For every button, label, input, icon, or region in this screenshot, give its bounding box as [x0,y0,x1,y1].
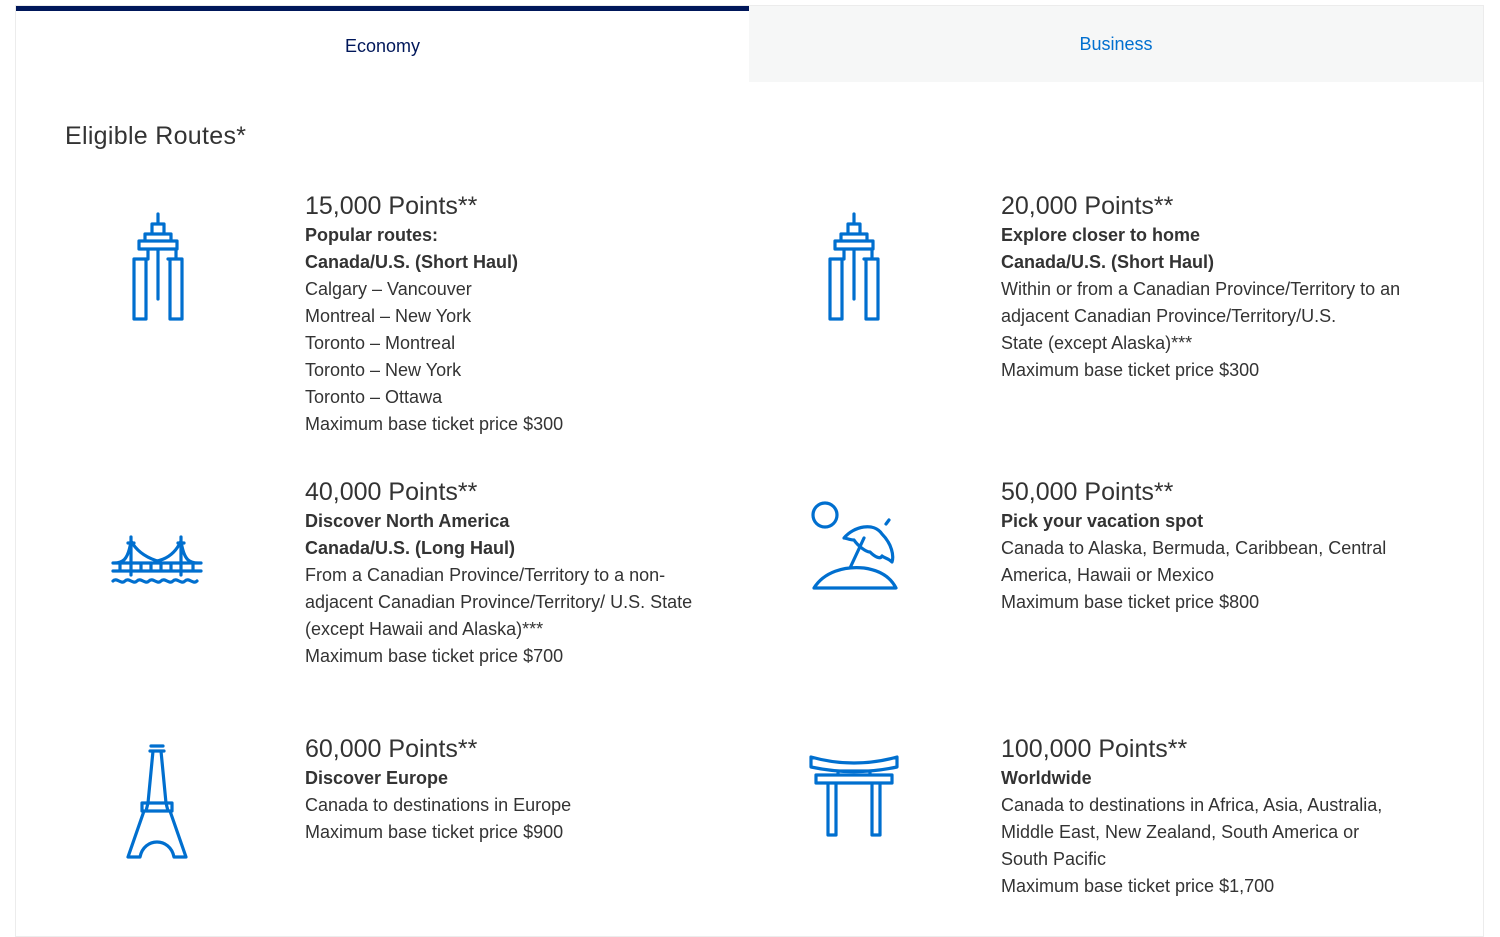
route-subtitle: Discover Europe [305,768,449,788]
route-line: Calgary – Vancouver [305,279,472,299]
route-line: adjacent Canadian Province/Territory/ U.S. State [305,592,693,612]
route-line: Middle East, New Zealand, South America or [1001,822,1360,842]
route-line: South Pacific [1001,849,1107,869]
route-20000 [1001,191,1400,384]
points-heading: 20,000 Points** [1001,192,1174,220]
max-price: Maximum base ticket price $900 [305,822,564,842]
skyscraper-icon [130,212,186,327]
route-line: Montreal – New York [305,306,472,326]
max-price: Maximum base ticket price $700 [305,646,564,666]
bridge-icon [111,533,203,594]
route-subtitle: Explore closer to home [1001,225,1201,245]
route-line: Toronto – Ottawa [305,387,443,407]
points-heading: 40,000 Points** [305,478,478,506]
points-heading: 50,000 Points** [1001,478,1174,506]
route-line: Canada to Alaska, Bermuda, Caribbean, Central [1001,538,1387,558]
route-line: State (except Alaska)*** [1001,333,1193,353]
tab-business[interactable]: Business [749,6,1483,82]
route-line: America, Hawaii or Mexico [1001,565,1215,585]
tab-economy[interactable]: Economy [16,6,749,82]
points-heading: 15,000 Points** [305,192,478,220]
route-100000 [1001,734,1382,900]
route-line: Canada to destinations in Africa, Asia, Australia, [1001,795,1383,815]
route-category: Canada/U.S. (Short Haul) [1001,252,1215,272]
max-price: Maximum base ticket price $300 [1001,360,1260,380]
points-heading: 100,000 Points** [1001,735,1188,763]
route-subtitle: Worldwide [1001,768,1092,788]
beach-umbrella-icon [808,498,900,599]
max-price: Maximum base ticket price $300 [305,414,564,434]
torii-gate-icon [808,755,900,844]
route-line: Canada to destinations in Europe [305,795,572,815]
max-price: Maximum base ticket price $1,700 [1001,876,1275,896]
route-line: Toronto – Montreal [305,333,456,353]
route-40000 [305,477,692,670]
skyscraper-icon [826,212,882,327]
route-line: Toronto – New York [305,360,462,380]
route-line: (except Hawaii and Alaska)*** [305,619,544,639]
route-15000 [305,191,563,438]
max-price: Maximum base ticket price $800 [1001,592,1260,612]
route-subtitle: Pick your vacation spot [1001,511,1204,531]
route-subtitle: Popular routes: [305,225,439,245]
eiffel-tower-icon [124,743,190,866]
route-category: Canada/U.S. (Long Haul) [305,538,516,558]
route-category: Canada/U.S. (Short Haul) [305,252,519,272]
points-heading: 60,000 Points** [305,735,478,763]
route-60000 [305,734,571,846]
route-line: From a Canadian Province/Territory to a non- [305,565,666,585]
route-line: adjacent Canadian Province/Territory/U.S. [1001,306,1337,326]
route-subtitle: Discover North America [305,511,510,531]
route-50000 [1001,477,1386,616]
route-line: Within or from a Canadian Province/Territory to an [1001,279,1401,299]
section-title: Eligible Routes* [65,122,247,150]
